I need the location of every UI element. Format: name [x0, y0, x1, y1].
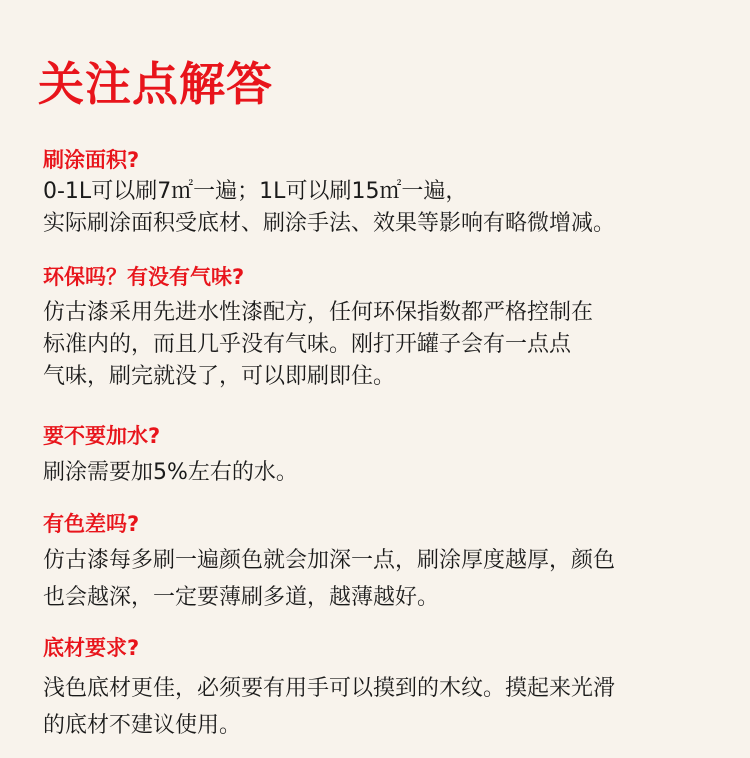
faq-answer-area: [43, 176, 615, 240]
answer-line: 0-1L可以刷7㎡一遍；1L可以刷15㎡一遍，: [43, 179, 468, 204]
faq-question-substrate: 底材要求?: [43, 636, 140, 660]
faq-answer-color: [43, 542, 615, 616]
answer-line: 实际刷涂面积受底材、刷涂手法、效果等影响有略微增减。: [43, 211, 616, 236]
answer-line: 仿古漆每多刷一遍颜色就会加深一点，刷涂厚度越厚，颜色: [43, 548, 616, 573]
answer-line: 标准内的，而且几乎没有气味。刚打开罐子会有一点点: [43, 332, 572, 357]
faq-answer-water: [43, 457, 298, 489]
answer-line: 刷涂需要加5%左右的水。: [43, 460, 298, 485]
faq-question-area: 刷涂面积?: [43, 148, 140, 172]
faq-question-eco: 环保吗？有没有气味?: [43, 265, 245, 289]
faq-answer-eco: [43, 297, 593, 393]
answer-line: 气味，刷完就没了，可以即刷即住。: [43, 364, 396, 389]
answer-line: 也会越深，一定要薄刷多道，越薄越好。: [43, 585, 440, 610]
faq-answer-substrate: [43, 670, 615, 744]
answer-line: 浅色底材更佳，必须要有用手可以摸到的木纹。摸起来光滑: [43, 676, 616, 701]
answer-line: 的底材不建议使用。: [43, 713, 242, 738]
faq-question-water: 要不要加水?: [43, 424, 161, 448]
answer-line: 仿古漆采用先进水性漆配方，任何环保指数都严格控制在: [43, 300, 594, 325]
faq-question-color: 有色差吗?: [43, 512, 140, 536]
page-title: 关注点解答: [38, 57, 273, 111]
